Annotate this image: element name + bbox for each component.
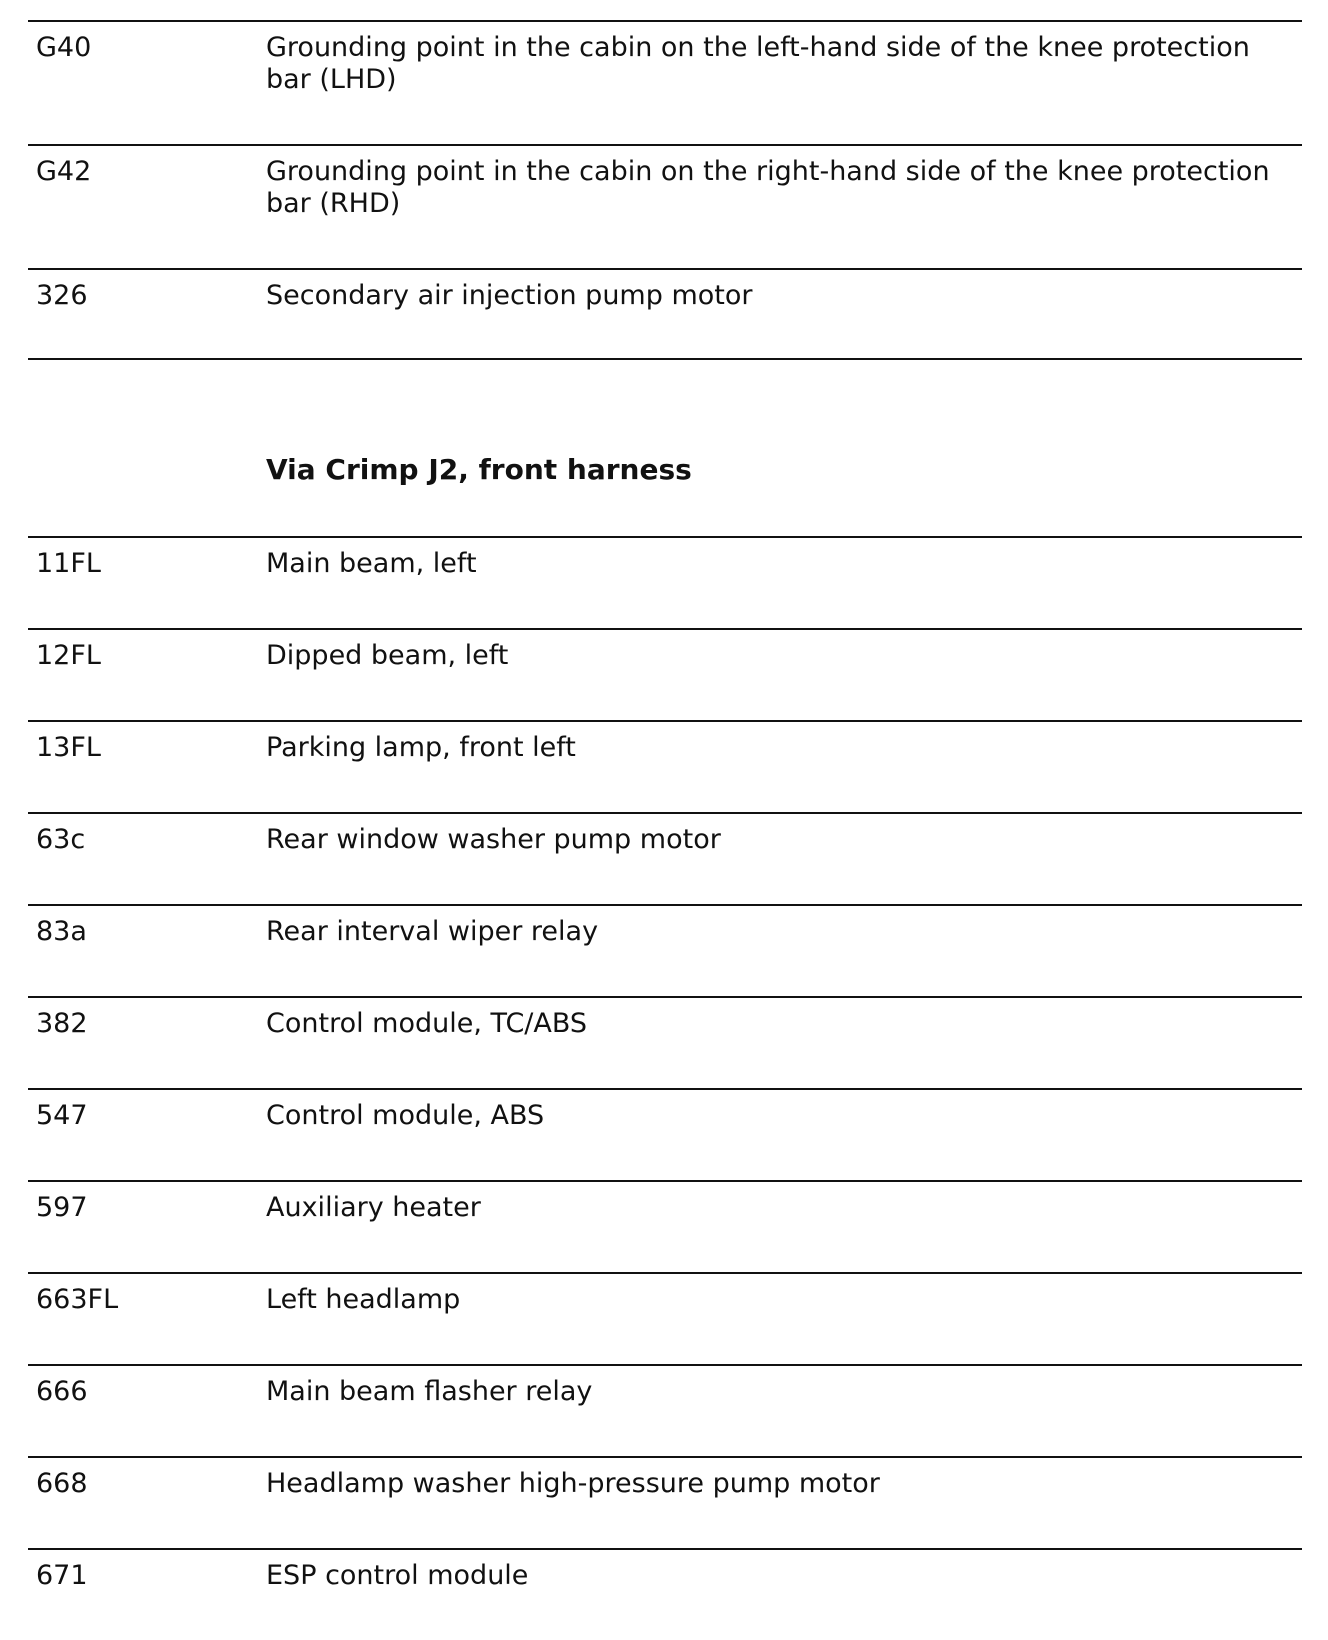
- component-code: 382: [36, 1008, 88, 1039]
- component-code: 326: [36, 280, 88, 311]
- component-description: Main beam, left: [266, 548, 477, 579]
- table-row: [28, 720, 1302, 812]
- table-row: [28, 144, 1302, 268]
- component-code: 668: [36, 1468, 88, 1499]
- component-description: Headlamp washer high-pressure pump motor: [266, 1468, 880, 1499]
- component-code: 671: [36, 1560, 88, 1591]
- table-row: [28, 1180, 1302, 1272]
- component-description: Dipped beam, left: [266, 640, 509, 671]
- component-code: 13FL: [36, 732, 101, 763]
- component-description: Grounding point in the cabin on the left-hand side of the knee protection bar (LHD): [266, 32, 1250, 95]
- component-description: Control module, ABS: [266, 1100, 545, 1131]
- component-description: Control module, TC/ABS: [266, 1008, 588, 1039]
- component-code: 63c: [36, 824, 86, 855]
- table-row: [28, 1088, 1302, 1180]
- component-code: 547: [36, 1100, 88, 1131]
- component-code: 663FL: [36, 1284, 119, 1315]
- component-code: 597: [36, 1192, 88, 1223]
- component-table-bottom: [28, 536, 1302, 1640]
- component-description: Secondary air injection pump motor: [266, 280, 753, 311]
- component-description: ESP control module: [266, 1560, 529, 1591]
- component-description: Rear interval wiper relay: [266, 916, 599, 947]
- component-code: G42: [36, 156, 92, 187]
- table-row: [28, 1456, 1302, 1548]
- table-row: [28, 1272, 1302, 1364]
- component-code: 666: [36, 1376, 88, 1407]
- table-row: [28, 536, 1302, 628]
- component-description: Auxiliary heater: [266, 1192, 481, 1223]
- table-row: [28, 996, 1302, 1088]
- component-code: 12FL: [36, 640, 101, 671]
- component-description: Rear window washer pump motor: [266, 824, 721, 855]
- component-description: Grounding point in the cabin on the right-hand side of the knee protection bar (RHD): [266, 156, 1270, 219]
- table-row: [28, 1548, 1302, 1640]
- section-heading: Via Crimp J2, front harness: [266, 453, 692, 486]
- component-code: 83a: [36, 916, 87, 947]
- table-row: [28, 628, 1302, 720]
- component-table-top: [28, 20, 1302, 360]
- table-row: [28, 268, 1302, 358]
- table-row: [28, 904, 1302, 996]
- table-divider: [28, 358, 1302, 360]
- component-description: Parking lamp, front left: [266, 732, 576, 763]
- table-row: [28, 812, 1302, 904]
- component-code: 11FL: [36, 548, 101, 579]
- component-description: Main beam flasher relay: [266, 1376, 593, 1407]
- component-description: Left headlamp: [266, 1284, 461, 1315]
- table-row: [28, 20, 1302, 144]
- component-code: G40: [36, 32, 92, 63]
- table-row: [28, 1364, 1302, 1456]
